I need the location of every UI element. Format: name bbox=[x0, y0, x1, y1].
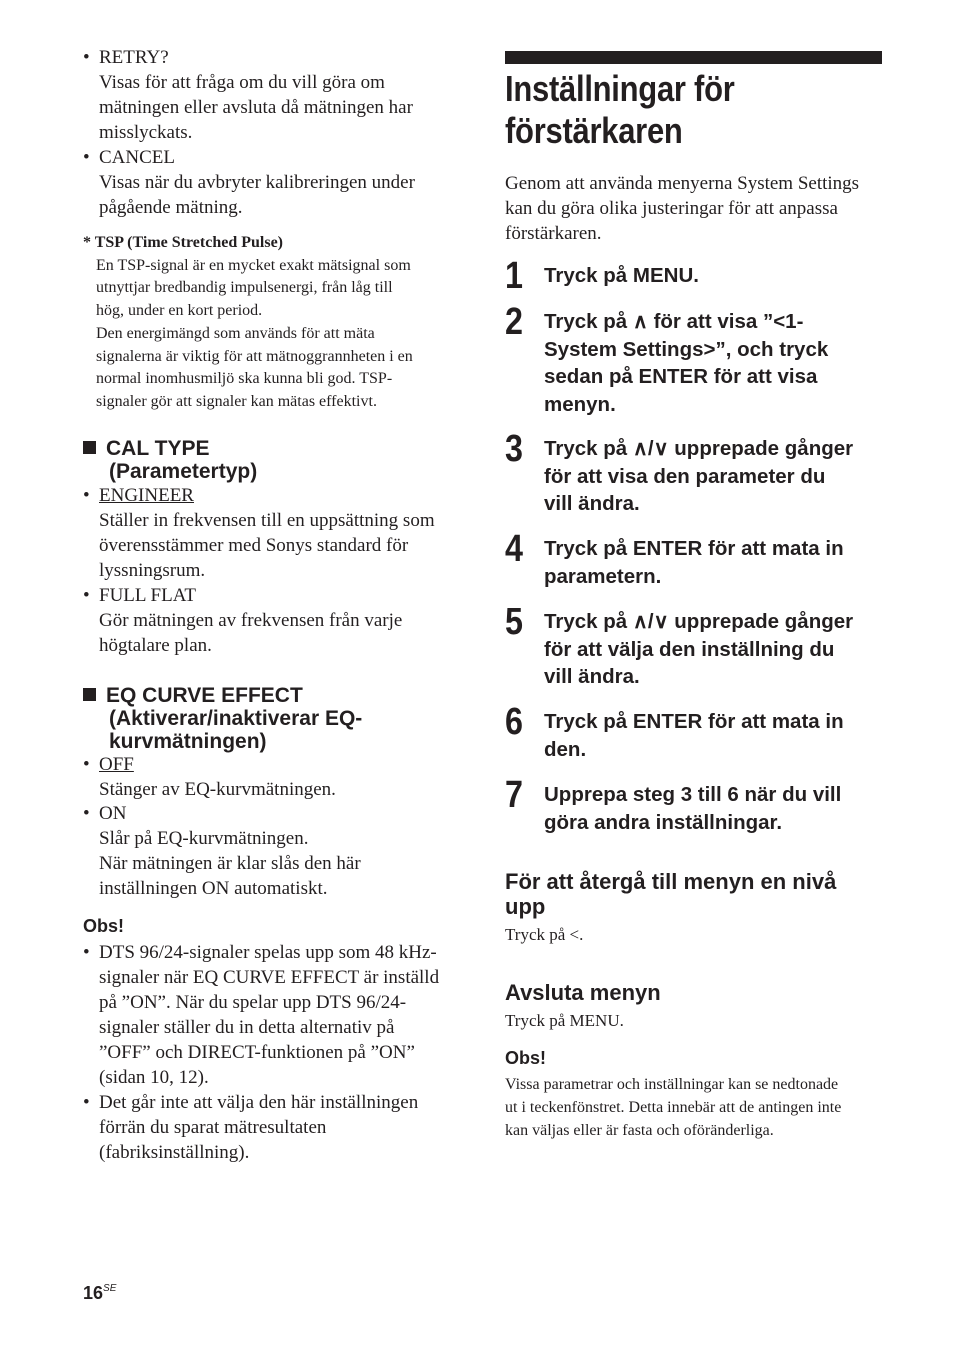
step-text: parametern. bbox=[544, 564, 662, 588]
step-text: Tryck på ∧/∨ upprepade gånger bbox=[544, 610, 854, 633]
obs-line: förrän du sparat mätresultaten bbox=[99, 1117, 327, 1138]
step-text: den. bbox=[544, 737, 587, 761]
heading-text: upp bbox=[505, 894, 546, 919]
bullet-desc: mätningen eller avsluta då mätningen har bbox=[99, 97, 413, 118]
title-line: förstärkaren bbox=[505, 110, 683, 151]
step-number: 6 bbox=[505, 701, 523, 743]
page-title bbox=[505, 68, 735, 152]
bullet-desc: överensstämmer med Sonys standard för bbox=[99, 535, 409, 556]
tsp-note-line: signalerna är viktig för att mätnoggrannheten i en bbox=[96, 347, 413, 365]
bullet-dot: • bbox=[83, 1092, 90, 1113]
tsp-note bbox=[83, 232, 413, 414]
obs-label-right: Obs! bbox=[505, 1048, 547, 1068]
bullet-label: ENGINEER bbox=[99, 485, 194, 506]
bullet-dot: • bbox=[83, 485, 90, 506]
tsp-note-line: signaler gör att signaler kan mätas effektivt. bbox=[96, 392, 377, 410]
page-number bbox=[83, 1283, 116, 1304]
obs-line: Det går inte att välja den här inställningen bbox=[99, 1092, 419, 1113]
step-text: Tryck på ENTER för att mata in bbox=[544, 537, 844, 560]
tsp-note-title: * TSP (Time Stretched Pulse) bbox=[83, 234, 283, 251]
obs-line: ”OFF” och DIRECT-funktionen på ”ON” bbox=[99, 1042, 415, 1063]
bullet-dot: • bbox=[83, 754, 90, 775]
obs-note bbox=[505, 1073, 841, 1142]
intro-paragraph bbox=[505, 171, 859, 246]
obs-line: på ”ON”. När du spelar upp DTS 96/24- bbox=[99, 992, 407, 1013]
square-bullet-icon bbox=[83, 441, 96, 454]
bullet-desc: pågående mätning. bbox=[99, 197, 243, 218]
step-text: vill ändra. bbox=[544, 492, 640, 515]
step-text: Tryck på ENTER för att mata in bbox=[544, 710, 844, 733]
intro-line: kan du göra olika justeringar för att anpassa bbox=[505, 198, 838, 219]
obs-line: signaler när EQ CURVE EFFECT är inställd bbox=[99, 967, 440, 988]
intro-line: Genom att använda menyerna System Settings bbox=[505, 173, 860, 194]
page-number-suffix: SE bbox=[103, 1283, 117, 1294]
obs-line: (sidan 10, 12). bbox=[99, 1067, 209, 1088]
back-text: Tryck på <. bbox=[505, 925, 584, 944]
bullet-desc: När mätningen är klar slås den här bbox=[99, 853, 361, 874]
bullet-dot: • bbox=[83, 942, 90, 963]
obs-line: ut i teckenfönstret. Detta innebär att de antingen inte bbox=[505, 1099, 842, 1116]
step-number: 3 bbox=[505, 428, 523, 470]
step-text: för att välja den inställning du bbox=[544, 637, 835, 661]
bullet-dot: • bbox=[83, 803, 90, 824]
intro-line: förstärkaren. bbox=[505, 223, 602, 244]
step-text: för att visa den parameter du bbox=[544, 464, 826, 488]
bullet-dot: • bbox=[83, 47, 90, 68]
step-text: menyn. bbox=[544, 392, 616, 416]
step-text: göra andra inställningar. bbox=[544, 810, 783, 834]
step-text: Tryck på ∧ för att visa ”<1- bbox=[544, 310, 804, 333]
heading-text: EQ CURVE EFFECT bbox=[106, 684, 303, 707]
bullet-desc: högtalare plan. bbox=[99, 635, 212, 656]
tsp-note-line: utnyttjar bredbandig impulsenergi, från låg till bbox=[96, 279, 393, 297]
bullet-desc: inställningen ON automatiskt. bbox=[99, 878, 328, 899]
step-text: System Settings>”, och tryck bbox=[544, 337, 829, 361]
exit-heading: Avsluta menyn bbox=[505, 980, 661, 1005]
bullet-label: CANCEL bbox=[99, 147, 175, 168]
bullet-desc: Ställer in frekvensen till en uppsättning som bbox=[99, 510, 435, 531]
step-text: sedan på ENTER för att visa bbox=[544, 365, 818, 388]
step-text: Tryck på ∧/∨ upprepade gånger bbox=[544, 437, 854, 460]
step-number: 5 bbox=[505, 601, 523, 643]
title-line: Inställningar för bbox=[505, 68, 735, 109]
tsp-note-line: hög, under en kort period. bbox=[96, 302, 263, 320]
eq-curve-heading bbox=[83, 684, 362, 753]
tsp-note-line: normal inomhusmiljö ska kunna bli god. TSP- bbox=[96, 370, 393, 388]
back-heading bbox=[505, 869, 836, 919]
step-text: vill ändra. bbox=[544, 665, 640, 688]
obs-line: kan väljas eller är fasta och oföränderliga. bbox=[505, 1122, 774, 1139]
step-text: Upprepa steg 3 till 6 när du vill bbox=[544, 783, 842, 806]
obs-line: signaler ställer du in detta alternativ på bbox=[99, 1017, 395, 1038]
bullet-dot: • bbox=[83, 585, 90, 606]
cal-type-heading bbox=[83, 437, 257, 483]
bullet-desc: Visas när du avbryter kalibreringen under bbox=[99, 172, 415, 193]
obs-label: Obs! bbox=[83, 916, 125, 936]
bullet-label: RETRY? bbox=[99, 47, 169, 68]
section-top-bar bbox=[505, 51, 882, 64]
bullet-label: OFF bbox=[99, 754, 134, 775]
square-bullet-icon bbox=[83, 688, 96, 701]
bullet-dot: • bbox=[83, 147, 90, 168]
obs-line: Vissa parametrar och inställningar kan se nedtonade bbox=[505, 1076, 839, 1093]
heading-text: För att återgå till menyn en nivå bbox=[505, 869, 837, 894]
step-text: Tryck på MENU. bbox=[544, 264, 699, 287]
bullet-desc: misslyckats. bbox=[99, 122, 193, 143]
bullet-label: ON bbox=[99, 803, 127, 824]
tsp-note-line: Den energimängd som används för att mäta bbox=[96, 324, 375, 342]
heading-text: (Aktiverar/inaktiverar EQ- bbox=[109, 707, 363, 730]
tsp-note-line: En TSP-signal är en mycket exakt mätsignal som bbox=[96, 256, 411, 274]
step-number: 4 bbox=[505, 528, 523, 570]
bullet-label: FULL FLAT bbox=[99, 585, 196, 606]
page-number-value: 16 bbox=[83, 1283, 104, 1303]
heading-text: kurvmätningen) bbox=[109, 730, 267, 753]
step-number: 7 bbox=[505, 774, 523, 816]
bullet-desc: lyssningsrum. bbox=[99, 560, 206, 581]
step-number: 2 bbox=[505, 301, 523, 343]
obs-line: (fabriksinställning). bbox=[99, 1142, 250, 1163]
bullet-desc: Stänger av EQ-kurvmätningen. bbox=[99, 779, 336, 800]
step-number: 1 bbox=[505, 255, 523, 297]
heading-text: (Parametertyp) bbox=[109, 460, 258, 483]
bullet-desc: Visas för att fråga om du vill göra om bbox=[99, 72, 385, 93]
exit-text: Tryck på MENU. bbox=[505, 1011, 624, 1030]
heading-text: CAL TYPE bbox=[106, 437, 210, 460]
obs-line: DTS 96/24-signaler spelas upp som 48 kHz- bbox=[99, 942, 437, 963]
bullet-desc: Slår på EQ-kurvmätningen. bbox=[99, 828, 309, 849]
bullet-desc: Gör mätningen av frekvensen från varje bbox=[99, 610, 403, 631]
